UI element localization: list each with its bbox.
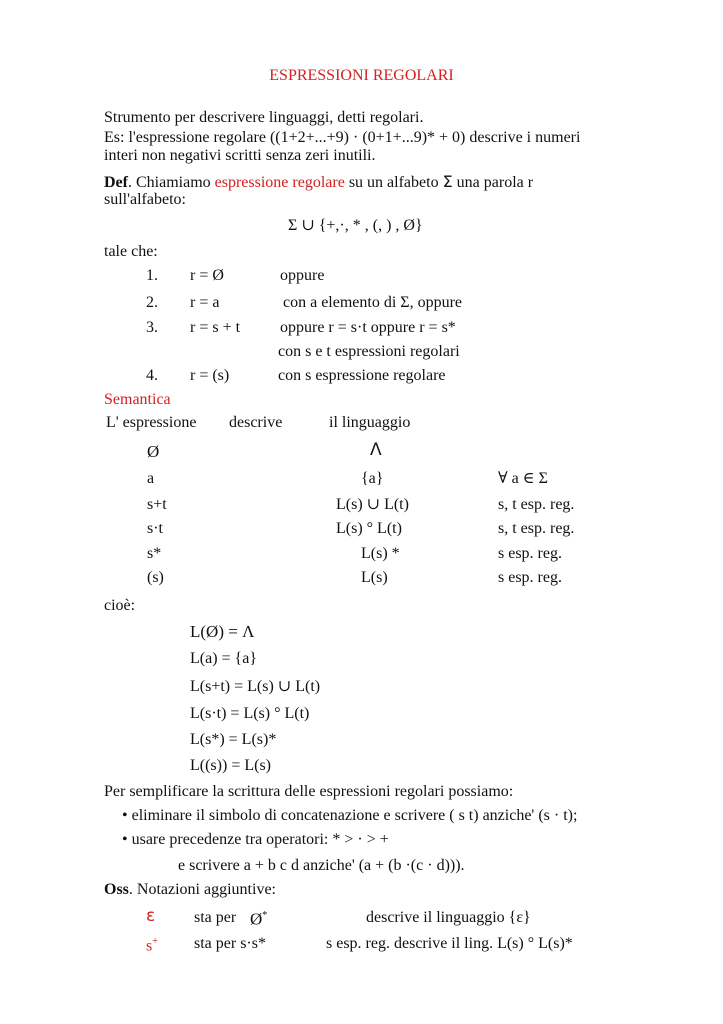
sem-lang: L(s) ° L(t) — [336, 520, 402, 537]
rule-expr: r = a — [190, 294, 220, 311]
example-line-2: interi non negativi scritti senza zeri inutili. — [104, 147, 376, 164]
sem-lang: Λ — [370, 440, 382, 460]
equation: L(Ø) = Λ — [190, 622, 255, 641]
sem-cond: s esp. reg. — [498, 545, 562, 562]
equation: L(a) = {a} — [190, 650, 258, 667]
oss-desc: s esp. reg. descrive il ling. L(s) ° L(s)* — [326, 935, 573, 952]
def-term: espressione regolare — [214, 174, 345, 191]
oss-sta-per: sta per — [194, 909, 237, 926]
sem-expr: (s) — [147, 569, 164, 586]
equation: L(s*) = L(s)* — [190, 731, 277, 748]
rule-expr: r = s + t — [190, 319, 241, 336]
simplify-line: Per semplificare la scrittura delle espressioni regolari possiamo: — [104, 783, 514, 800]
tale-che: tale che: — [104, 243, 158, 260]
rule-num: 2. — [146, 294, 158, 311]
def-text-c: una parola r — [452, 174, 534, 191]
col-header: L' espressione — [106, 414, 197, 431]
oss-sta-per: sta per s·s* — [194, 935, 266, 952]
sigma-symbol: Σ — [442, 172, 453, 191]
col-header: descrive — [229, 414, 283, 431]
bullet-item: • usare precedenze tra operatori: * > · > + — [122, 831, 389, 848]
equation: L(s+t) = L(s) ∪ L(t) — [190, 678, 321, 695]
rule-desc: con s espressione regolare — [278, 367, 446, 384]
rule-desc: con s e t espressioni regolari — [278, 343, 460, 360]
sem-cond: ∀ a ∈ Σ — [498, 470, 548, 487]
sem-lang: L(s) ∪ L(t) — [336, 496, 409, 513]
def-text-a: . Chiamiamo — [127, 174, 211, 191]
empty-set-star — [250, 906, 267, 930]
sem-expr: s+t — [147, 496, 167, 513]
oss-line — [104, 880, 276, 900]
sem-lang: L(s) * — [361, 545, 400, 562]
star-sup: * — [262, 910, 268, 921]
rule-expr: r = (s) — [190, 367, 230, 384]
equation: L((s)) = L(s) — [190, 757, 271, 774]
cioe-label: cioè: — [104, 597, 136, 614]
page-title: ESPRESSIONI REGOLARI — [269, 67, 454, 84]
oss-text: . Notazioni aggiuntive: — [128, 881, 276, 898]
rule-num: 1. — [146, 267, 158, 284]
equation: L(s·t) = L(s) ° L(t) — [190, 705, 310, 722]
def-line-2: sull'alfabeto: — [104, 191, 186, 208]
alphabet-set: Σ ∪ {+,·, * , (, ) , Ø} — [288, 217, 423, 234]
sem-expr: a — [147, 470, 155, 487]
empty-set: Ø — [250, 909, 263, 929]
splus-symbol — [146, 932, 158, 956]
sem-cond: s, t esp. reg. — [498, 496, 575, 513]
sem-cond: s esp. reg. — [498, 569, 562, 586]
oss-desc: descrive il linguaggio {ε} — [366, 909, 531, 926]
rule-num: 4. — [146, 367, 158, 384]
def-label: Def — [104, 174, 128, 191]
plus-sup: + — [152, 936, 158, 947]
sem-expr: s·t — [147, 520, 163, 537]
rule-desc: con a elemento di Σ, oppure — [283, 294, 463, 311]
bullet-item: • eliminare il simbolo di concatenazione e scrivere ( s t) anziche' (s · t); — [122, 807, 578, 824]
rule-num: 3. — [146, 319, 158, 336]
sem-expr: Ø — [147, 442, 160, 461]
rule-expr: r = Ø — [190, 267, 224, 284]
col-header: il linguaggio — [329, 414, 411, 431]
sem-cond: s, t esp. reg. — [498, 520, 575, 537]
sem-expr: s* — [147, 545, 162, 562]
example-line-1: Es: l'espressione regolare ((1+2+...+9) · (0+1+...9)* + 0) descrive i numeri — [104, 129, 581, 146]
rule-desc: oppure r = s·t oppure r = s* — [280, 319, 456, 336]
sem-lang: L(s) — [361, 569, 388, 586]
oss-label: Oss — [104, 881, 129, 898]
def-text-b: su un alfabeto — [344, 174, 439, 191]
rule-desc: oppure — [280, 267, 325, 284]
example-line: e scrivere a + b c d anziche' (a + (b ·(c · d))). — [178, 857, 465, 874]
epsilon-symbol: ε — [146, 906, 156, 926]
intro-line: Strumento per descrivere linguaggi, detti regolari. — [104, 109, 424, 126]
s-letter: s — [146, 937, 153, 955]
semantica-heading: Semantica — [104, 391, 171, 408]
sem-lang: {a} — [361, 470, 384, 487]
